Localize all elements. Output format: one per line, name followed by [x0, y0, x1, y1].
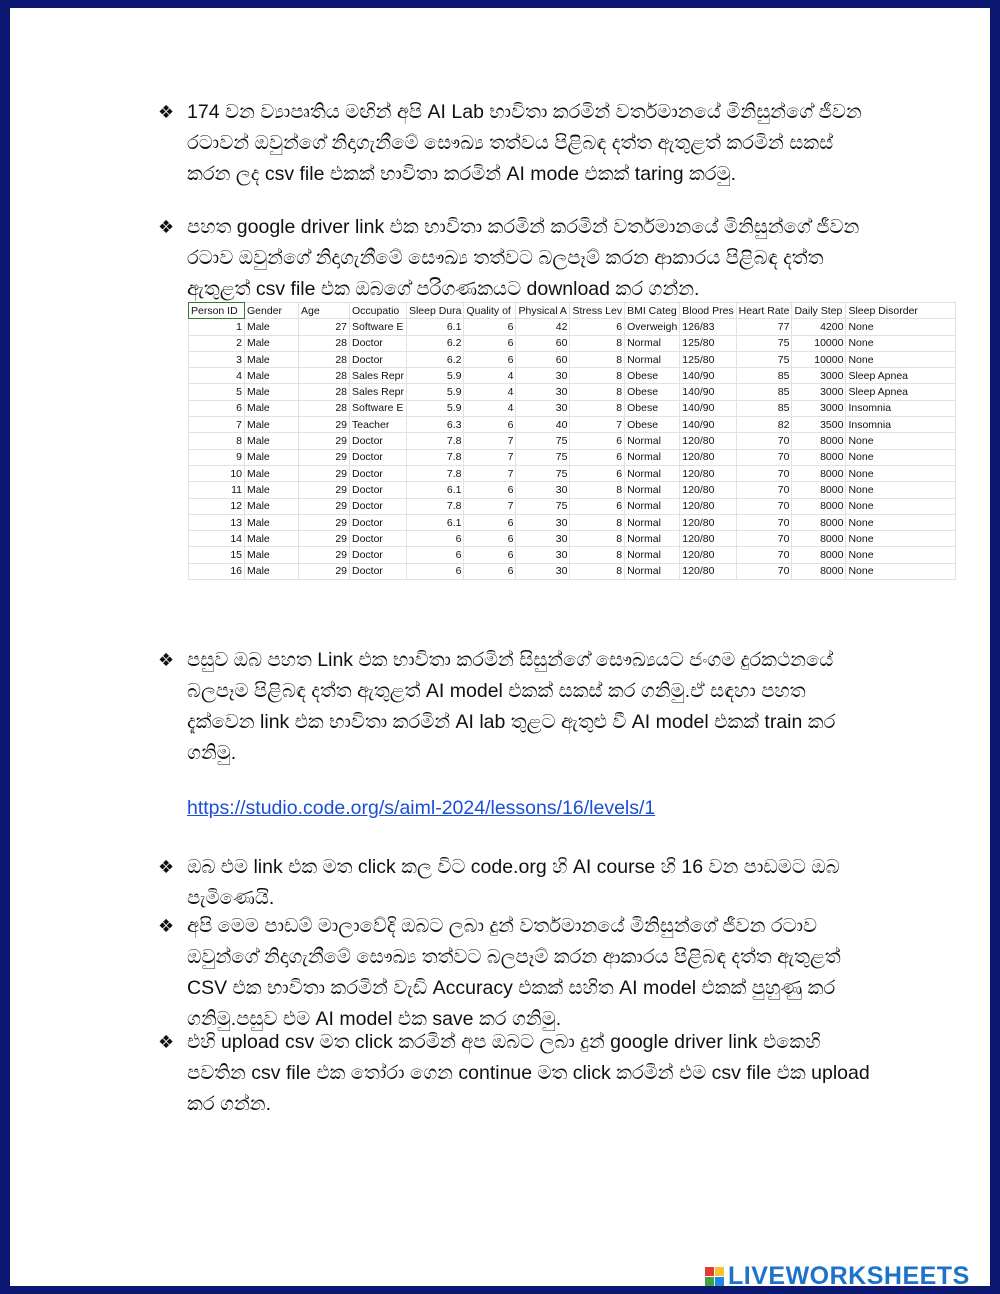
bullet-text: අපි මෙම පාඩම් මාලාවේදි ඔබට ලබා දුන් වර්තමානයේ මිනිසුන්ගේ ජීවන රටාව ඔවුන්ගේ නිදාගැනීමේ සෞඛ්‍ය තත්වට බලපෑම් කරන ආකාරය පිළිබඳ දත්ත ඇතුළත් CSV එක භාවිතා කරමින් වැඩි Accuracy එකක් සහිත AI model එකක් පුහුණු කර ගනිමු.පසුව එම AI model එක save කර ගනිමු. [187, 915, 841, 1030]
table-row [189, 547, 956, 563]
logo-tile [715, 1277, 724, 1286]
sheet-cell: 6.1 [406, 319, 464, 335]
logo-tile [705, 1267, 714, 1276]
sheet-header-cell: Age [299, 303, 350, 319]
sheet-cell: 30 [516, 531, 570, 547]
diamond-bullet-icon: ❖ [158, 1032, 175, 1052]
sheet-cell: None [846, 449, 956, 465]
diamond-bullet-icon: ❖ [158, 650, 175, 670]
sheet-header-cell: Heart Rate [736, 303, 792, 319]
diamond-bullet-icon: ❖ [158, 217, 175, 237]
sheet-cell: 8000 [792, 547, 846, 563]
sheet-header-cell: Occupatio [350, 303, 407, 319]
sheet-cell: 1 [189, 319, 245, 335]
sheet-cell: 8 [570, 335, 625, 351]
sheet-cell: 12 [189, 498, 245, 514]
sheet-cell: 6 [570, 319, 625, 335]
sheet-cell: 6 [464, 482, 516, 498]
table-row [189, 498, 956, 514]
sheet-cell: 7 [570, 417, 625, 433]
sheet-cell: 8000 [792, 465, 846, 481]
sheet-cell: Software E [350, 319, 407, 335]
sheet-cell: 3000 [792, 384, 846, 400]
table-row [189, 449, 956, 465]
bullet-item [158, 97, 878, 190]
sheet-cell: 8 [570, 368, 625, 384]
sheet-cell: 8000 [792, 514, 846, 530]
sheet-header-cell: Gender [245, 303, 299, 319]
sheet-cell: 60 [516, 335, 570, 351]
sheet-cell: 70 [736, 531, 792, 547]
sheet-cell: 29 [299, 547, 350, 563]
sheet-cell: 6 [464, 531, 516, 547]
table-row [189, 351, 956, 367]
table-row [189, 433, 956, 449]
sheet-cell: 6 [464, 319, 516, 335]
sheet-cell: None [846, 319, 956, 335]
sheet-cell: Male [245, 531, 299, 547]
sheet-cell: 8000 [792, 449, 846, 465]
sheet-cell: 75 [516, 433, 570, 449]
table-row [189, 417, 956, 433]
sheet-cell: 4 [464, 384, 516, 400]
sheet-cell: Normal [625, 465, 680, 481]
table-row [189, 531, 956, 547]
sheet-cell: 30 [516, 400, 570, 416]
sheet-cell: 8 [570, 531, 625, 547]
sheet-cell: 140/90 [680, 400, 736, 416]
sheet-cell: 3500 [792, 417, 846, 433]
sheet-header-cell: BMI Categ [625, 303, 680, 319]
table-row [189, 482, 956, 498]
sheet-cell: 30 [516, 384, 570, 400]
sheet-cell: 3000 [792, 368, 846, 384]
sheet-cell: Insomnia [846, 400, 956, 416]
sheet-cell: 30 [516, 514, 570, 530]
sheet-cell: 15 [189, 547, 245, 563]
sheet-cell: 4 [464, 368, 516, 384]
sheet-cell: 70 [736, 514, 792, 530]
sheet-cell: 7.8 [406, 498, 464, 514]
sheet-header-cell: Sleep Dura [406, 303, 464, 319]
sheet-cell: 8 [570, 482, 625, 498]
table-row [189, 465, 956, 481]
table-row [189, 514, 956, 530]
bullet-text: පහත google driver link එක භාවිතා කරමින් කරමින් වර්තමානයේ මිනිසුන්ගේ ජීවන රටාව ඔවුන්ගේ නිදාගැනීමේ සෞඛ්‍ය තත්වට බලපෑම් කරන ආකාරය පිළිබඳ දත්ත ඇතුළත් csv file එක ඔබගේ පරිගණකයට download කර ගන්න. [187, 216, 860, 300]
sheet-cell: 125/80 [680, 335, 736, 351]
sheet-cell: Male [245, 547, 299, 563]
sheet-cell: Normal [625, 449, 680, 465]
sheet-cell: 70 [736, 563, 792, 579]
sheet-cell: None [846, 351, 956, 367]
csv-spreadsheet-preview [188, 302, 956, 580]
sheet-cell: 8000 [792, 433, 846, 449]
sheet-cell: Normal [625, 335, 680, 351]
sheet-cell: 6 [406, 547, 464, 563]
sheet-cell: 5.9 [406, 400, 464, 416]
sheet-cell: Male [245, 563, 299, 579]
sheet-cell: Doctor [350, 531, 407, 547]
sheet-cell: Doctor [350, 335, 407, 351]
sheet-cell: Normal [625, 547, 680, 563]
sheet-cell: 29 [299, 465, 350, 481]
code-org-lesson-link[interactable]: https://studio.code.org/s/aiml-2024/lessons/16/levels/1 [187, 797, 656, 819]
sheet-cell: 6 [464, 335, 516, 351]
sheet-cell: None [846, 433, 956, 449]
sheet-cell: 29 [299, 514, 350, 530]
sheet-cell: None [846, 335, 956, 351]
sheet-cell: Software E [350, 400, 407, 416]
sheet-cell: 70 [736, 547, 792, 563]
sheet-cell: 29 [299, 433, 350, 449]
sheet-cell: Obese [625, 368, 680, 384]
sheet-cell: 6 [464, 417, 516, 433]
bullet-text: ඔබ එම link එක මත click කල විට code.org හි AI course හි 16 වන පාඩමට ඔබ පැමිණෙයි. [187, 856, 840, 909]
sheet-cell: 4 [464, 400, 516, 416]
sheet-header-cell: Physical A [516, 303, 570, 319]
sheet-cell: Male [245, 384, 299, 400]
sheet-cell: 120/80 [680, 531, 736, 547]
sheet-header-cell: Sleep Disorder [846, 303, 956, 319]
sheet-cell: Normal [625, 482, 680, 498]
sheet-cell: Teacher [350, 417, 407, 433]
sheet-cell: Normal [625, 531, 680, 547]
sheet-cell: Male [245, 417, 299, 433]
sheet-cell: 14 [189, 531, 245, 547]
sheet-cell: 7.8 [406, 465, 464, 481]
sheet-cell: None [846, 465, 956, 481]
sheet-header-cell: Quality of [464, 303, 516, 319]
sheet-cell: 4200 [792, 319, 846, 335]
sheet-cell: 82 [736, 417, 792, 433]
logo-tile [715, 1267, 724, 1276]
sheet-cell: 8 [189, 433, 245, 449]
sheet-cell: Doctor [350, 482, 407, 498]
sheet-cell: 7 [464, 449, 516, 465]
sheet-cell: 28 [299, 384, 350, 400]
sheet-cell: Male [245, 465, 299, 481]
sheet-cell: 10000 [792, 351, 846, 367]
sheet-cell: None [846, 498, 956, 514]
sheet-cell: 70 [736, 449, 792, 465]
sheet-cell: 7 [189, 417, 245, 433]
sheet-cell: Obese [625, 384, 680, 400]
sheet-cell: Male [245, 400, 299, 416]
logo-text: LIVEWORKSHEETS [728, 1261, 970, 1290]
sheet-cell: Doctor [350, 498, 407, 514]
sheet-cell: 10 [189, 465, 245, 481]
sheet-cell: Male [245, 449, 299, 465]
sheet-cell: 7.8 [406, 449, 464, 465]
sheet-cell: 6 [570, 433, 625, 449]
sheet-cell: 6 [189, 400, 245, 416]
sheet-header-cell: Daily Step [792, 303, 846, 319]
sheet-cell: 29 [299, 498, 350, 514]
sheet-header-row [189, 303, 956, 319]
bullet-text: පසුව ඔබ පහත Link එක භාවිතා කරමින් සිසුන්ගේ සෞඛ්‍යයට ජංගම දුරකථනයේ බලපෑම පිළිබඳ දත්ත ඇතුළත් AI model එකක් සකස් කර ගනිමු.ඒ සඳහා පහත දැක්වෙන link එක භාවිතා කරමින් AI lab තුළට ඇතුළු වී AI model එකක් train කර ගනිමු. [187, 649, 836, 764]
sheet-header-cell: Stress Lev [570, 303, 625, 319]
sheet-cell: 7 [464, 433, 516, 449]
sheet-cell: 75 [736, 351, 792, 367]
sheet-cell: 28 [299, 400, 350, 416]
sheet-cell: 6.3 [406, 417, 464, 433]
sheet-cell: 7 [464, 498, 516, 514]
sheet-cell: 29 [299, 482, 350, 498]
table-row [189, 368, 956, 384]
sheet-cell: Doctor [350, 514, 407, 530]
sheet-cell: 6.2 [406, 351, 464, 367]
sheet-cell: 9 [189, 449, 245, 465]
sheet-cell: 7 [464, 465, 516, 481]
sheet-cell: None [846, 547, 956, 563]
sheet-cell: 29 [299, 531, 350, 547]
sheet-cell: 75 [516, 465, 570, 481]
bullet-item [158, 645, 878, 769]
sheet-cell: 75 [516, 498, 570, 514]
sheet-cell: 6 [570, 465, 625, 481]
sheet-cell: 40 [516, 417, 570, 433]
sheet-cell: 8000 [792, 482, 846, 498]
sheet-cell: Sleep Apnea [846, 368, 956, 384]
bullet-item [158, 852, 878, 914]
sheet-cell: 8000 [792, 498, 846, 514]
table-row [189, 384, 956, 400]
diamond-bullet-icon: ❖ [158, 102, 175, 122]
sheet-cell: Obese [625, 400, 680, 416]
sheet-cell: Overweigh [625, 319, 680, 335]
liveworksheets-logo [705, 1263, 970, 1289]
sheet-cell: 6 [406, 563, 464, 579]
diamond-bullet-icon: ❖ [158, 916, 175, 936]
sheet-cell: 70 [736, 498, 792, 514]
sheet-cell: 8 [570, 514, 625, 530]
sheet-cell: 10000 [792, 335, 846, 351]
sheet-cell: 6 [570, 449, 625, 465]
sheet-cell: Doctor [350, 465, 407, 481]
sheet-cell: 28 [299, 335, 350, 351]
sheet-cell: Male [245, 498, 299, 514]
sheet-cell: 8000 [792, 531, 846, 547]
table-row [189, 400, 956, 416]
sheet-cell: 4 [189, 368, 245, 384]
sheet-cell: Normal [625, 514, 680, 530]
sheet-cell: 8 [570, 400, 625, 416]
sheet-cell: 16 [189, 563, 245, 579]
sheet-cell: 5.9 [406, 384, 464, 400]
sheet-cell: Doctor [350, 547, 407, 563]
sheet-cell: 120/80 [680, 514, 736, 530]
sheet-cell: 85 [736, 368, 792, 384]
sheet-cell: 120/80 [680, 563, 736, 579]
sheet-cell: 8 [570, 351, 625, 367]
sheet-cell: 30 [516, 547, 570, 563]
sheet-cell: 29 [299, 449, 350, 465]
bullet-text: 174 වන ව්‍යාපෘතිය මඟින් අපි AI Lab භාවිතා කරමින් වර්තමානයේ මිනිසුන්ගේ ජීවන රටාවන් ඔවුන්ගේ නිදාගැනීමේ සෞඛ්‍ය තත්වය පිළිබඳ දත්ත ඇතුළත් කරමින් සකස් කරන ලද csv file එකක් භාවිතා කරමින් AI mode එකක් taring කරමු. [187, 101, 862, 185]
sheet-cell: 3000 [792, 400, 846, 416]
sheet-cell: 120/80 [680, 433, 736, 449]
sheet-cell: Sales Repr [350, 368, 407, 384]
sheet-cell: Normal [625, 433, 680, 449]
sheet-cell: 42 [516, 319, 570, 335]
sheet-cell: 29 [299, 563, 350, 579]
sheet-cell: Male [245, 368, 299, 384]
sheet-cell: Normal [625, 498, 680, 514]
sheet-header-cell: Person ID [189, 303, 245, 319]
sheet-cell: 6 [464, 547, 516, 563]
sheet-cell: 30 [516, 482, 570, 498]
sheet-cell: Male [245, 335, 299, 351]
sheet-cell: 125/80 [680, 351, 736, 367]
sheet-cell: 30 [516, 368, 570, 384]
logo-tile [705, 1277, 714, 1286]
sheet-cell: 3 [189, 351, 245, 367]
sheet-cell: 70 [736, 433, 792, 449]
sheet-cell: 140/90 [680, 368, 736, 384]
sheet-cell: 6 [464, 514, 516, 530]
sheet-cell: 8 [570, 547, 625, 563]
sheet-cell: None [846, 531, 956, 547]
sheet-cell: Doctor [350, 449, 407, 465]
sheet-cell: 140/90 [680, 417, 736, 433]
sheet-cell: 75 [736, 335, 792, 351]
sheet-cell: 29 [299, 417, 350, 433]
sheet-cell: 6.1 [406, 514, 464, 530]
sheet-cell: 140/90 [680, 384, 736, 400]
sheet-cell: Male [245, 319, 299, 335]
sheet-cell: Doctor [350, 351, 407, 367]
sheet-cell: 5.9 [406, 368, 464, 384]
sheet-cell: None [846, 482, 956, 498]
sheet-cell: 2 [189, 335, 245, 351]
sheet-cell: 11 [189, 482, 245, 498]
sheet-cell: Insomnia [846, 417, 956, 433]
sheet-cell: 8 [570, 563, 625, 579]
sheet-cell: 75 [516, 449, 570, 465]
sheet-cell: Male [245, 433, 299, 449]
sheet-cell: 8 [570, 384, 625, 400]
sheet-cell: 8000 [792, 563, 846, 579]
sheet-cell: Sales Repr [350, 384, 407, 400]
sheet-cell: 85 [736, 384, 792, 400]
sheet-cell: None [846, 514, 956, 530]
sheet-cell: 120/80 [680, 482, 736, 498]
sheet-cell: 77 [736, 319, 792, 335]
sheet-cell: None [846, 563, 956, 579]
sheet-cell: 28 [299, 351, 350, 367]
sheet-cell: 7.8 [406, 433, 464, 449]
table-row [189, 563, 956, 579]
sheet-cell: 120/80 [680, 547, 736, 563]
sheet-cell: 120/80 [680, 498, 736, 514]
table-row [189, 335, 956, 351]
bullet-text: එහි upload csv මත click කරමින් අප ඔබට ලබා දුන් google driver link එකෙහි පවතින csv file එක තෝරා ගෙන continue මත click කරමින් එම csv file එක upload කර ගන්න. [187, 1031, 870, 1115]
sheet-cell: 28 [299, 368, 350, 384]
sheet-cell: 30 [516, 563, 570, 579]
sheet-cell: 70 [736, 465, 792, 481]
sheet-cell: 27 [299, 319, 350, 335]
sheet-cell: 85 [736, 400, 792, 416]
table-row [189, 319, 956, 335]
diamond-bullet-icon: ❖ [158, 857, 175, 877]
sheet-cell: 5 [189, 384, 245, 400]
sheet-cell: 13 [189, 514, 245, 530]
logo-tiles-icon [705, 1267, 724, 1286]
bullet-item [158, 1027, 878, 1120]
sheet-cell: 70 [736, 482, 792, 498]
sheet-cell: Obese [625, 417, 680, 433]
sheet-cell: Male [245, 482, 299, 498]
sheet-cell: Doctor [350, 563, 407, 579]
sheet-cell: 6 [406, 531, 464, 547]
sheet-cell: Doctor [350, 433, 407, 449]
bullet-item [158, 212, 878, 305]
bullet-item [158, 911, 878, 1035]
sheet-cell: Male [245, 351, 299, 367]
sheet-cell: 126/83 [680, 319, 736, 335]
sheet-cell: 6 [570, 498, 625, 514]
sheet-cell: Normal [625, 351, 680, 367]
sheet-cell: 120/80 [680, 449, 736, 465]
sheet-cell: 6.1 [406, 482, 464, 498]
sheet-cell: 120/80 [680, 465, 736, 481]
sheet-cell: 6 [464, 351, 516, 367]
sheet-cell: 6.2 [406, 335, 464, 351]
sheet-cell: 6 [464, 563, 516, 579]
sheet-cell: Normal [625, 563, 680, 579]
sheet-header-cell: Blood Pres [680, 303, 736, 319]
sheet-cell: 60 [516, 351, 570, 367]
sheet-cell: Male [245, 514, 299, 530]
sheet-cell: Sleep Apnea [846, 384, 956, 400]
